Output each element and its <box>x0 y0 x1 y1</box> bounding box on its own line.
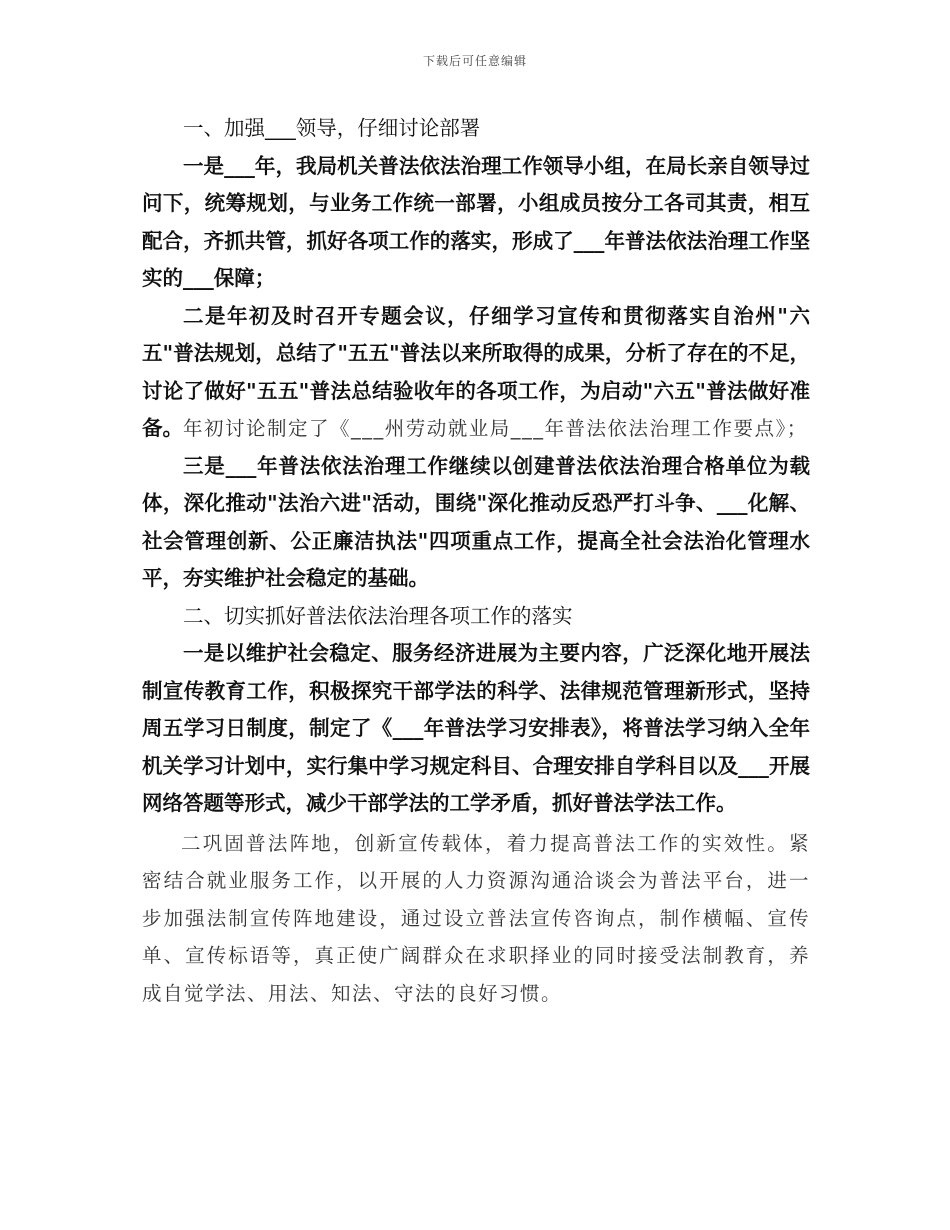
section-heading-1: 一、加强___领导，仔细讨论部署 <box>183 116 481 140</box>
page-header: 下载后可任意编辑 <box>422 54 527 68</box>
section-heading-2: 二、切实抓好普法依法治理各项工作的落实 <box>183 603 573 628</box>
paragraph-item-2-light: 年初讨论制定了《___州劳动就业局___年普法依法治理工作要点》； <box>183 417 808 440</box>
paragraph-item-4: 一是以维护社会稳定、服务经济进展为主要内容，广泛深化地开展法制宣传教育工作，积极探究干部学法的科学、法律规范管理新形式，坚持周五学习日制度，制定了《___年普法学习安排表》，将普法学习纳入全年机关学习计划中，实行集中学习规定科目、合理安排自学科目以及___开展网络答题等形式，减少干部学法的工学矛盾，抓好普法学法工作。 <box>142 641 810 815</box>
paragraph-item-5: 二巩固普法阵地，创新宣传载体，着力提高普法工作的实效性。紧密结合就业服务工作，以开展的人力资源沟通洽谈会为普法平台，进一步加强法制宣传阵地建设，通过设立普法宣传咨询点，制作横幅、宣传单、宣传标语等，真正使广阔群众在求职择业的同时接受法制教育，养成自觉学法、用法、知法、守法的良好习惯。 <box>142 831 810 1005</box>
document-body <box>142 110 810 1012</box>
paragraph-item-1: 一是___年，我局机关普法依法治理工作领导小组，在局长亲自领导过问下，统筹规划，与业务工作统一部署，小组成员按分工各司其责，相互配合，齐抓共管，抓好各项工作的落实，形成了___年普法依法治理工作坚实的___保障； <box>142 153 810 290</box>
paragraph-item-2 <box>142 298 810 448</box>
paragraph-item-3: 三是___年普法依法治理工作继续以创建普法依法治理合格单位为载体，深化推动"法治六进"活动，围绕"深化推动反恐严打斗争、___化解、社会管理创新、公正廉洁执法"四项重点工作，提高全社会法治化管理水平，夯实维护社会稳定的基础。 <box>142 453 810 590</box>
paragraph-item-2-bold: 二是年初及时召开专题会议，仔细学习宣传和贯彻落实自治州"六五"普法规划，总结了"五五"普法以来所取得的成果，分析了存在的不足，讨论了做好"五五"普法总结验收年的各项工作，为启动"六五"普法做好准备。 <box>142 303 810 440</box>
